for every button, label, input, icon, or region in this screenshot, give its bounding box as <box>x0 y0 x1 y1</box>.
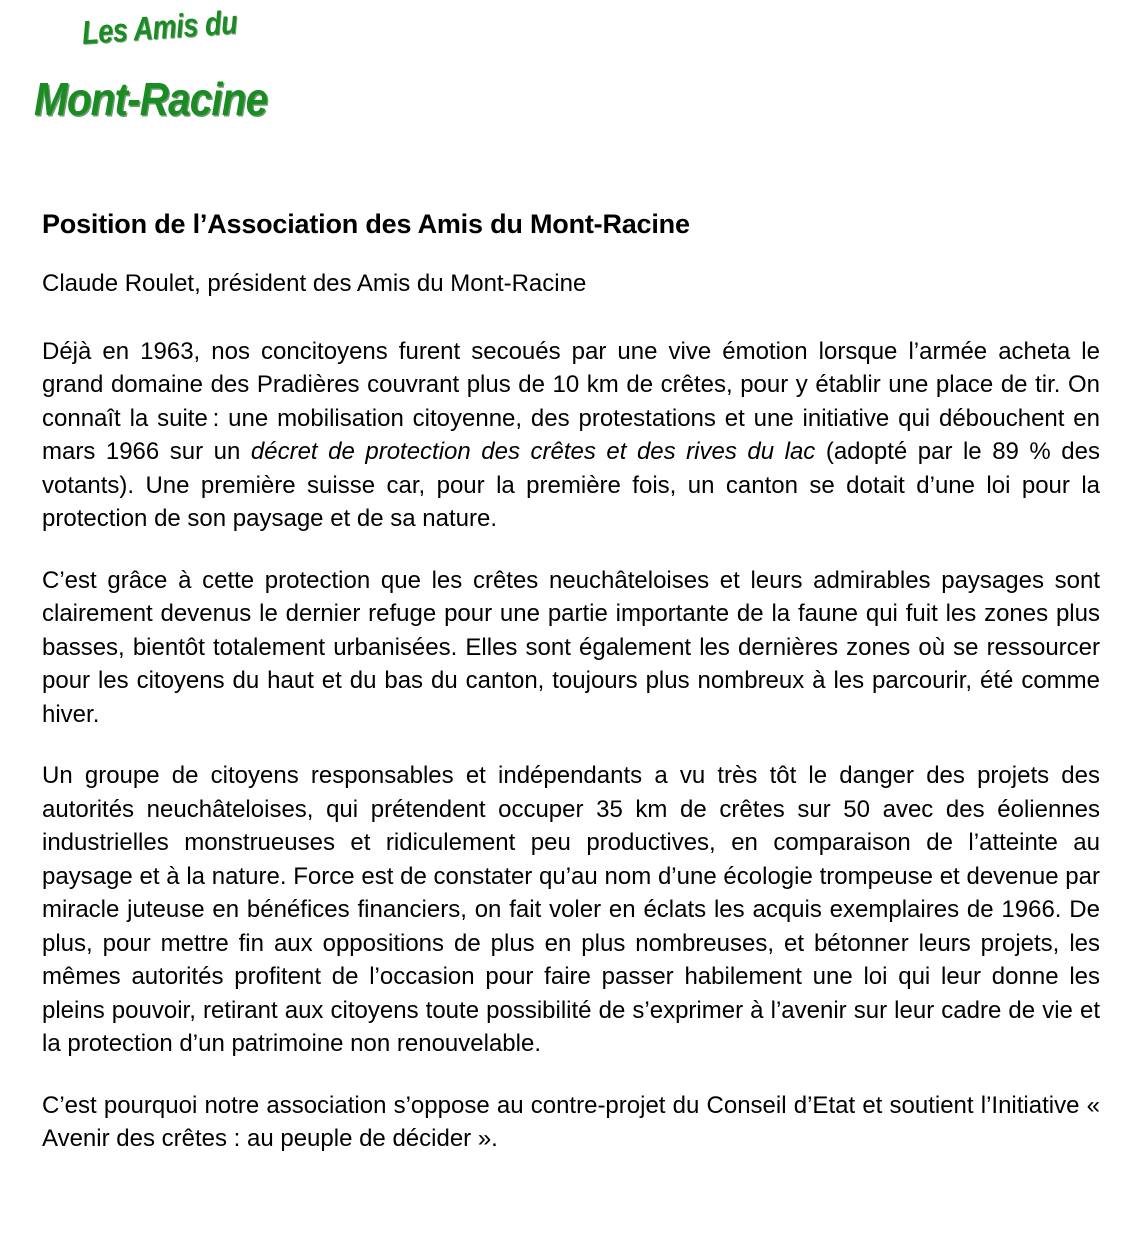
body-text: Déjà en 1963, nos concitoyens furent secoués par une vive émotion lorsque l’armée acheta le grand domaine des Pradières couvrant plus de 10 km de crêtes, pour y établir une place de tir. On connaît la suite : une mobilisation citoyenne, des protestations et une initiative qui débouchent en mars 1966 sur un <box>42 337 1100 466</box>
body-text: (adopté par le 89 % des votants). Une première suisse car, pour la première fois, un canton se dotait d’une loi pour la protection de son paysage et de sa nature. <box>42 438 1100 533</box>
body-text: Un groupe de citoyens responsables et indépendants a vu très tôt le danger des projets des autorités neuchâteloises, qui prétendent occuper 35 km de crêtes sur 50 avec des éoliennes industrielles monstrueuses et ridiculement peu productives, en comparaison de l’atteinte au paysage et à la nature. Force est de constater qu’au nom d’une écologie trompeuse et devenue par miracle juteuse en bénéfices financiers, on fait voler en éclats les acquis exemplaires de 1966. De plus, pour mettre fin aux oppositions de plus en plus nombreuses, et bétonner leurs projets, les mêmes autorités profitent de l’occasion pour faire passer habilement une loi qui leur donne les pleins pouvoir, retirant aux citoyens toute possibilité de s’exprimer à l’avenir sur leur cadre de vie et la protection d’un patrimoine non renouvelable. <box>42 762 1100 1058</box>
page-title: Position de l’Association des Amis du Mont-Racine <box>42 209 690 239</box>
paragraph <box>42 1089 1100 1156</box>
document-body <box>42 208 1100 1156</box>
logo-text-line-2: Mont-Racine <box>34 73 268 125</box>
paragraph <box>42 335 1100 536</box>
association-logo <box>32 3 292 134</box>
paragraph <box>42 759 1100 1061</box>
body-text: C’est pourquoi notre association s’oppose au contre-projet du Conseil d’Etat et soutient l’Initiative « Avenir des crêtes : au peuple de décider ». <box>42 1091 1100 1153</box>
paragraph <box>42 564 1100 732</box>
paragraph-list <box>42 335 1100 1156</box>
logo-text-line-1: Les Amis du <box>80 3 239 51</box>
emphasis-text: décret de protection des crêtes et des rives du lac <box>250 438 826 466</box>
body-text: C’est grâce à cette protection que les crêtes neuchâteloises et leurs admirables paysages sont clairement devenus le dernier refuge pour une partie importante de la faune qui fuit les zones plus basses, bientôt totalement urbanisées. Elles sont également les dernières zones où se ressourcer pour les citoyens du haut et du bas du canton, toujours plus nombreux à les parcourir, été comme hiver. <box>42 566 1100 728</box>
author-byline: Claude Roulet, président des Amis du Mont-Racine <box>42 269 587 297</box>
